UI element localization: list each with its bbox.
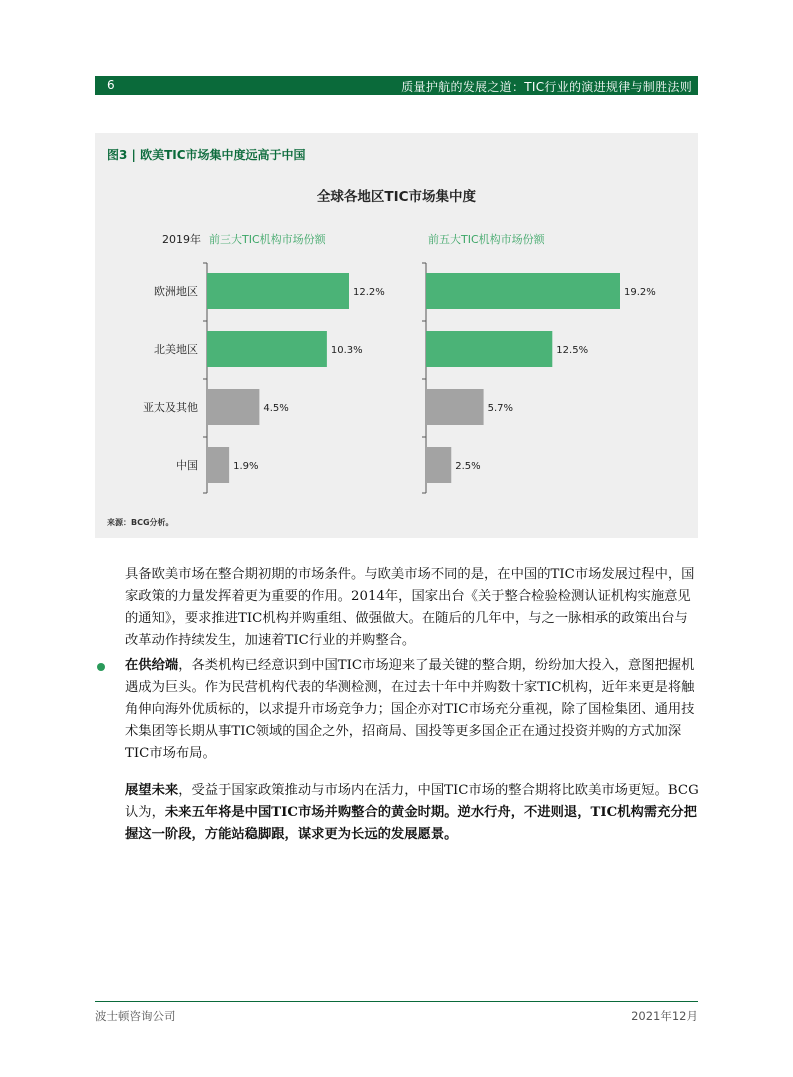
bullet-marker xyxy=(97,663,105,671)
figure-panel xyxy=(95,133,698,538)
footer-divider xyxy=(95,1001,698,1002)
report-title: 质量护航的发展之道：TIC行业的演进规律与制胜法则 xyxy=(401,80,692,94)
bar-chart xyxy=(95,133,698,513)
footer-date: 2021年12月 xyxy=(631,1009,698,1023)
category-label-3: 中国 xyxy=(176,459,198,472)
supply-side-lead: 在供给端 xyxy=(125,658,179,673)
bar-value-label-1-3: 2.5% xyxy=(455,461,481,472)
bar-value-label-1-2: 5.7% xyxy=(487,403,513,414)
outlook-conclusion: 未来五年将是中国TIC市场并购整合的黄金时期。逆水行舟，不进则退，TIC机构需充分把握这一阶段，方能站稳脚跟，谋求更为长远的发展愿景。 xyxy=(125,805,697,842)
bar-value-label-0-2: 4.5% xyxy=(263,403,289,414)
figure-label: 图3 | 欧美TIC市场集中度远高于中国 xyxy=(107,148,306,162)
page-header xyxy=(95,76,698,95)
outlook-lead: 展望未来 xyxy=(125,783,179,798)
category-label-2: 亚太及其他 xyxy=(143,401,198,414)
bar-0-1 xyxy=(207,331,327,367)
series-label-1: 前五大TIC机构市场份额 xyxy=(428,233,545,246)
bar-value-label-1-0: 19.2% xyxy=(624,287,656,298)
outlook-text: ，受益于国家政策推动与市场内在活力，中国TIC市场的整合期将比欧美市场更短。BCG认为， xyxy=(125,783,699,820)
category-label-0: 欧洲地区 xyxy=(154,285,198,298)
bar-value-label-0-0: 12.2% xyxy=(353,287,385,298)
bar-1-2 xyxy=(426,389,484,425)
bar-value-label-0-1: 10.3% xyxy=(330,345,363,356)
bar-value-label-0-3: 1.9% xyxy=(233,461,259,472)
bar-value-label-1-1: 12.5% xyxy=(556,345,589,356)
bar-0-0 xyxy=(207,273,349,309)
paragraph-outlook xyxy=(125,780,700,846)
supply-side-text: ，各类机构已经意识到中国TIC市场迎来了最关键的整合期，纷纷加大投入，意图把握机遇成为巨头。作为民营机构代表的华测检测，在过去十年中并购数十家TIC机构，近年来更是将触角伸向海外优质标的，以求提升市场竞争力；国企亦对TIC市场充分重视，除了国检集团、通用技术集团等长期从事TIC领域的国企之外，招商局、国投等更多国企正在通过投资并购的方式加深TIC市场布局。 xyxy=(125,658,695,761)
chart-title: 全球各地区TIC市场集中度 xyxy=(316,189,477,205)
bar-1-0 xyxy=(426,273,620,309)
paragraph-supply-side xyxy=(125,655,700,765)
bar-1-1 xyxy=(426,331,552,367)
bar-0-2 xyxy=(207,389,259,425)
series-label-0: 前三大TIC机构市场份额 xyxy=(209,233,326,246)
year-label: 2019年 xyxy=(162,233,201,246)
bar-0-3 xyxy=(207,447,229,483)
footer-company: 波士顿咨询公司 xyxy=(95,1009,176,1023)
figure-source: 来源：BCG分析。 xyxy=(107,518,174,527)
category-label-1: 北美地区 xyxy=(154,343,198,356)
bar-1-3 xyxy=(426,447,451,483)
paragraph-market-conditions: 具备欧美市场在整合期初期的市场条件。与欧美市场不同的是，在中国的TIC市场发展过程中，国家政策的力量发挥着更为重要的作用。2014年，国家出台《关于整合检验检测认证机构实施意见的通知》，要求推进TIC机构并购重组、做强做大。在随后的几年中，与之一脉相承的政策出台与改革动作持续发生，加速着TIC行业的并购整合。 xyxy=(125,567,695,648)
page-number: 6 xyxy=(107,78,115,92)
